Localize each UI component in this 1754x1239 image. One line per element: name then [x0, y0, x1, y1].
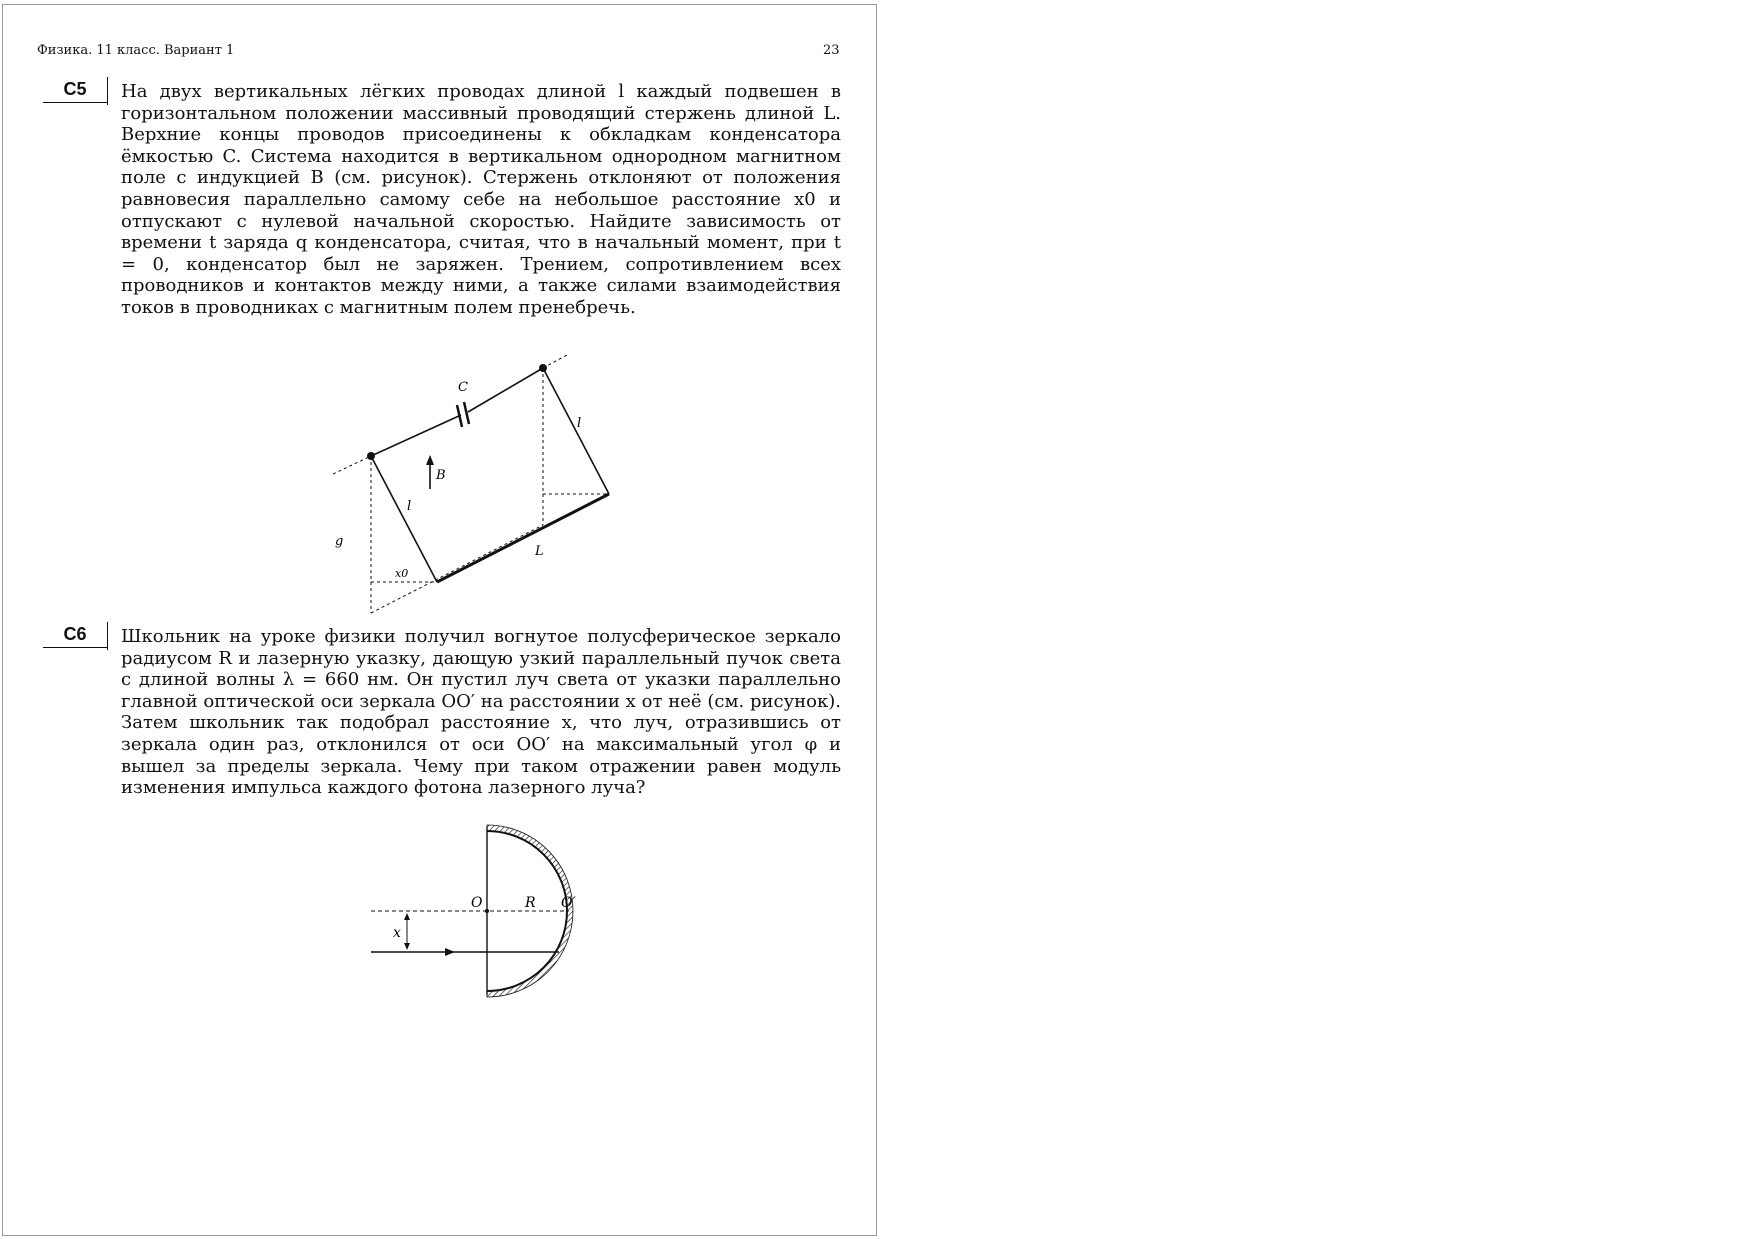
rod — [437, 494, 609, 582]
radius-label: R — [525, 895, 536, 911]
wire-left-label: l — [407, 499, 412, 514]
distance-label: x — [393, 925, 401, 941]
capacitor-plate-right — [464, 402, 469, 424]
page-number: 23 — [823, 43, 840, 58]
support-dashed-right — [543, 355, 567, 368]
task-separator — [107, 77, 108, 105]
figure-c6-mirror — [363, 815, 603, 1015]
wire-right-label: l — [577, 416, 582, 431]
support-dashed-left — [333, 456, 371, 474]
vertex-label: O′ — [561, 895, 576, 911]
field-arrowhead — [426, 455, 434, 465]
offset-label: x0 — [395, 567, 409, 580]
wire-left — [371, 456, 437, 582]
gravity-label: g — [335, 534, 344, 549]
center-point — [485, 909, 489, 913]
task-separator — [107, 622, 108, 650]
task-label-c5: C5 — [43, 79, 107, 103]
distance-arrow-up — [404, 913, 410, 920]
support-wire-right — [468, 368, 543, 412]
support-wire-left — [371, 415, 461, 456]
wire-right — [543, 368, 609, 494]
task-label-c6: C6 — [43, 624, 107, 648]
distance-arrow-down — [404, 943, 410, 950]
center-label: O — [471, 895, 483, 911]
task-text-c6 — [121, 626, 841, 799]
task-body: Школьник на уроке физики получил вогнутое полусферическое зеркало радиусом R и лазерную указку, дающую узкий параллельный пучок света с длиной волны λ = 660 нм. Он пустил луч света от указки параллельно главной оптической оси зеркала OO′ на расстоянии x от неё (см. рисунок). Затем школьник так подобрал расстояние x, что луч, отразившись от зеркала один раз, отклонился от оси OO′ на максимальный угол φ и вышел за пределы зеркала. Чему при таком отражении равен модуль изменения импульса каждого фотона лазерного луча? — [121, 626, 841, 799]
page-header-title: Физика. 11 класс. Вариант 1 — [37, 43, 235, 58]
field-label: B — [436, 468, 446, 483]
task-body: На двух вертикальных лёгких проводах длиной l каждый подвешен в горизонтальном положении массивный проводящий стержень длиной L. Верхние концы проводов присоединены к обкладкам конденсатора ёмкостью C. Система находится в вертикальном однородном магнитном поле с индукцией B (см. рисунок). Стержень отклоняют от положения равновесия параллельно самому себе на небольшое расстояние x0 и отпускают с нулевой начальной скоростью. Найдите зависимость от времени t заряда q конденсатора, считая, что в начальный момент, при t = 0, конденсатор был не заряжен. Трением, сопротивлением всех проводников и контактов между ними, а также силами взаимодействия токов в проводниках с магнитным полем пренебречь. — [121, 81, 841, 318]
exam-page — [2, 4, 877, 1236]
laser-arrowhead — [445, 948, 455, 956]
figure-c5-pendulum — [333, 355, 633, 620]
capacitor-label: C — [458, 380, 468, 395]
task-text-c5 — [121, 81, 841, 319]
rod-label: L — [535, 544, 544, 559]
